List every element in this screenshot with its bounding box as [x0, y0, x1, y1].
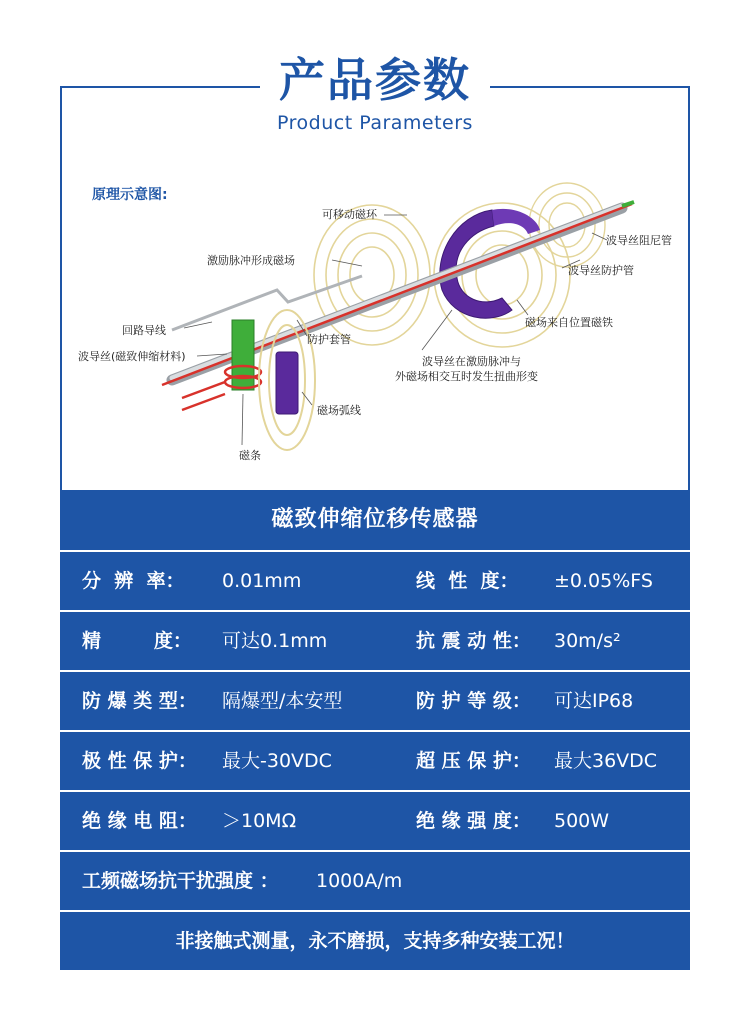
label-waveguide-wire: 波导丝(磁致伸缩材料) — [78, 350, 186, 363]
magnet-bar — [232, 320, 254, 390]
diagram-title: 原理示意图: — [92, 187, 168, 203]
label-damping-tube: 波导丝阻尼管 — [606, 234, 672, 247]
frame-line-top-right — [490, 86, 690, 88]
param-key: 极 性 保 护： — [82, 750, 197, 772]
label-return-wire: 回路导线 — [122, 324, 166, 337]
table-footer: 非接触式测量，永不磨损，支持多种安装工况！ — [60, 912, 690, 970]
param-value: 500W — [554, 810, 610, 832]
param-value: 30m/s² — [554, 630, 621, 652]
label-twist-1: 波导丝在激励脉冲与 — [422, 355, 521, 368]
param-value: 可达0.1mm — [222, 630, 328, 652]
page-subtitle: Product Parameters — [277, 112, 473, 134]
table-row — [60, 672, 690, 730]
label-twist-2: 外磁场相交互时发生扭曲形变 — [395, 370, 538, 383]
label-movable-ring: 可移动磁环 — [322, 208, 377, 221]
table-row — [60, 612, 690, 670]
param-value: 最大36VDC — [554, 750, 658, 772]
label-magnet-field: 磁场来自位置磁铁 — [525, 316, 613, 329]
param-value: 可达IP68 — [554, 690, 634, 712]
param-key: 防 护 等 级： — [416, 690, 531, 712]
param-value: 最大-30VDC — [222, 750, 332, 772]
param-key: 防 爆 类 型： — [82, 690, 197, 712]
param-value: 0.01mm — [222, 570, 302, 592]
label-excitation-field: 激励脉冲形成磁场 — [207, 254, 295, 267]
param-key: 超 压 保 护： — [416, 750, 531, 772]
param-key: 抗 震 动 性： — [416, 630, 531, 652]
table-row — [60, 732, 690, 790]
label-protective-tube: 波导丝防护管 — [568, 264, 634, 277]
param-value: ＞10MΩ — [222, 810, 297, 832]
frame-line-top-left — [60, 86, 260, 88]
page-title: 产品参数 — [279, 53, 471, 107]
param-value: 隔爆型/本安型 — [222, 690, 343, 712]
param-value: 1000A/m — [316, 870, 403, 892]
param-key: 绝 缘 电 阻： — [82, 810, 197, 832]
table-row — [60, 552, 690, 610]
param-key: 绝 缘 强 度： — [416, 810, 531, 832]
table-title: 磁致伸缩位移传感器 — [60, 490, 690, 550]
param-key: 分 辨 率： — [82, 570, 185, 592]
table-row — [60, 792, 690, 850]
pickup-block — [276, 352, 298, 414]
frame-line-right — [688, 86, 690, 506]
label-arc-line: 磁场弧线 — [317, 404, 361, 417]
param-key: 精 度： — [82, 630, 192, 652]
label-magnet-bar: 磁条 — [239, 449, 261, 462]
table-row-interference — [60, 852, 690, 910]
param-key: 工频磁场抗干扰强度 ： — [82, 870, 279, 892]
parameters-table — [60, 490, 690, 972]
param-key: 线 性 度： — [416, 570, 519, 592]
param-value: ±0.05%FS — [554, 570, 653, 592]
label-sleeve: 防护套管 — [307, 333, 351, 346]
